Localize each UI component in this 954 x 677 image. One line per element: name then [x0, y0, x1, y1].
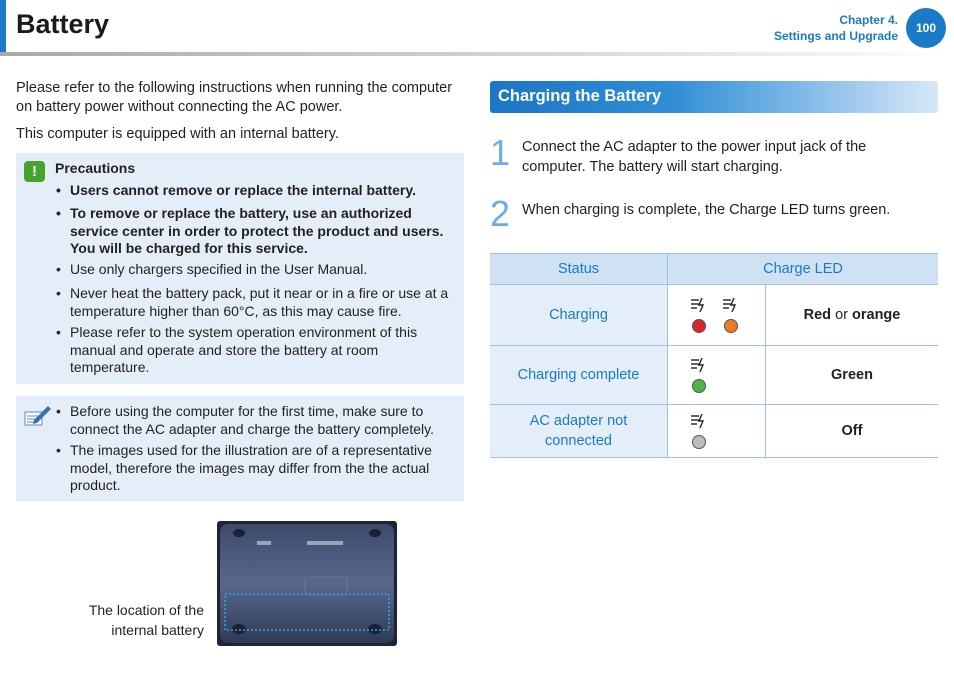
green-led-icon: [692, 379, 706, 393]
page-number-badge: 100: [906, 8, 946, 48]
charge-led-symbol-icon: [690, 357, 708, 373]
page-title: Battery: [16, 9, 110, 39]
status-column-header: Status: [490, 254, 668, 285]
precaution-item: • To remove or replace the battery, use an authorized service center in order to protect the product and users. You will be charged for this service.: [70, 205, 460, 258]
table-row: [490, 285, 938, 346]
chapter-number: Chapter 4.: [839, 13, 898, 27]
warning-icon: !: [24, 161, 45, 182]
precaution-item: • Please refer to the system operation environment of this manual and operate and store the battery at room temperature.: [70, 324, 460, 377]
intro-battery-line: This computer is equipped with an internal battery.: [16, 126, 339, 142]
header-divider: [0, 52, 954, 56]
precaution-item: • Never heat the battery pack, put it near or in a fire or use at a temperature higher than 60°C, as this may cause fire.: [70, 285, 460, 320]
header-accent-bar: [0, 0, 6, 54]
note-item: • The images used for the illustration are of a representative model, therefore the images may differ from the the actual product.: [70, 442, 460, 495]
precaution-item: • Users cannot remove or replace the internal battery.: [70, 182, 460, 200]
note-item: • Before using the computer for the first time, make sure to connect the AC adapter and charge the battery completely.: [70, 403, 460, 438]
step-number: 1: [490, 132, 511, 173]
led-icon-cell: [668, 346, 766, 405]
led-icon-cell: [668, 405, 766, 458]
led-color-red: Red: [803, 307, 832, 323]
status-cell: [490, 405, 668, 458]
orange-led-icon: [724, 319, 738, 333]
step-text: Connect the AC adapter to the power input jack of the computer. The battery will start charging.: [522, 139, 867, 175]
precaution-item: • Use only chargers specified in the User Manual.: [70, 261, 460, 279]
battery-location-caption: The location of the internal battery: [88, 602, 204, 638]
note-pencil-icon: [22, 403, 52, 429]
status-cell: Charging complete: [490, 346, 668, 405]
precautions-title: Precautions: [55, 160, 136, 176]
status-cell: Charging: [490, 285, 668, 346]
intro-paragraph: Please refer to the following instructions when running the computer on battery power without connecting the AC power.: [16, 80, 453, 115]
charge-led-symbol-icon: [722, 297, 740, 313]
red-led-icon: [692, 319, 706, 333]
step-text: When charging is complete, the Charge LED turns green.: [522, 202, 891, 218]
charge-led-table: [490, 253, 938, 458]
step-number: 2: [490, 193, 511, 234]
laptop-bottom-image: [217, 521, 397, 646]
section-title: Charging the Battery: [498, 87, 662, 105]
charge-led-column-header: Charge LED: [668, 254, 939, 285]
led-state-cell: [766, 285, 939, 346]
charge-led-symbol-icon: [690, 297, 708, 313]
table-row: [490, 405, 938, 458]
table-header-row: [490, 254, 938, 285]
led-state-cell: Green: [766, 346, 939, 405]
led-connector: or: [835, 307, 848, 323]
status-text: AC adapter not connected: [529, 413, 628, 449]
led-state-cell: Off: [766, 405, 939, 458]
charge-led-symbol-icon: [690, 413, 708, 429]
chapter-name: Settings and Upgrade: [773, 29, 898, 43]
led-icon-cell: [668, 285, 766, 346]
off-led-icon: [692, 435, 706, 449]
chapter-label: [774, 12, 898, 44]
table-row: [490, 346, 938, 405]
led-color-orange: orange: [852, 307, 901, 323]
